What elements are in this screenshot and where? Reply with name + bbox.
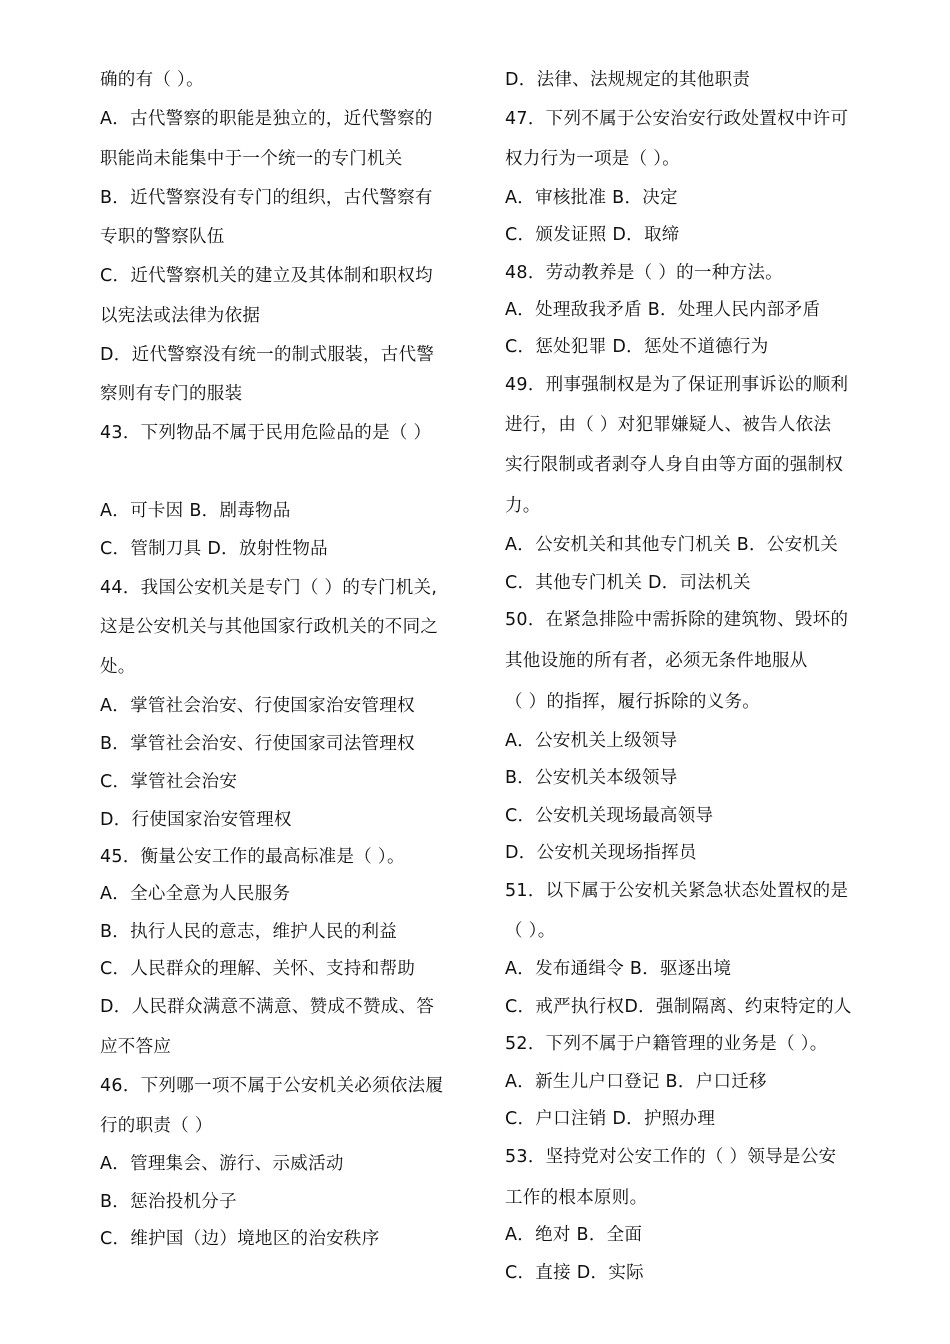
text-line: A．处理敌我矛盾 B．处理人民内部矛盾 [505, 300, 821, 320]
text-line: D．公安机关现场指挥员 [505, 843, 697, 863]
text-line: A．公安机关上级领导 [505, 731, 678, 751]
text-line: A．全心全意为人民服务 [100, 884, 291, 904]
text-line: D．人民群众满意不满意、赞成不赞成、答 [100, 997, 435, 1017]
text-line: C．戒严执行权D．强制隔离、约束特定的人 [505, 997, 852, 1017]
text-line: 进行，由（ ）对犯罪嫌疑人、被告人依法 [505, 415, 832, 435]
text-line: 46．下列哪一项不属于公安机关必须依法履 [100, 1076, 444, 1096]
text-line: 48．劳动教养是（ ）的一种方法。 [505, 263, 783, 283]
text-line: 这是公安机关与其他国家行政机关的不同之 [100, 617, 439, 637]
text-line: 45．衡量公安工作的最高标准是（ ）。 [100, 847, 405, 867]
text-line: B．公安机关本级领导 [505, 768, 678, 788]
text-line: 以宪法或法律为依据 [100, 306, 261, 326]
text-line: C．颁发证照 D．取缔 [505, 225, 680, 245]
text-line: D．法律、法规规定的其他职责 [505, 70, 751, 90]
text-line: A．公安机关和其他专门机关 B．公安机关 [505, 535, 839, 555]
text-line: A．绝对 B．全面 [505, 1225, 643, 1245]
text-line: 其他设施的所有者，必须无条件地服从 [505, 651, 808, 671]
text-line: （ ）的指挥，履行拆除的义务。 [505, 692, 761, 712]
text-line: C．人民群众的理解、关怀、支持和帮助 [100, 959, 416, 979]
text-line: A．掌管社会治安、行使国家治安管理权 [100, 696, 415, 716]
text-line: B．掌管社会治安、行使国家司法管理权 [100, 734, 415, 754]
text-line: C．维护国（边）境地区的治安秩序 [100, 1229, 380, 1249]
text-line: A．管理集会、游行、示威活动 [100, 1154, 344, 1174]
text-line: A．审核批准 B．决定 [505, 188, 678, 208]
text-line: C．管制刀具 D．放射性物品 [100, 539, 328, 559]
text-line: 50．在紧急排险中需拆除的建筑物、毁坏的 [505, 610, 849, 630]
text-line: C．户口注销 D．护照办理 [505, 1109, 716, 1129]
text-line: 处。 [100, 657, 136, 677]
text-line: C．公安机关现场最高领导 [505, 806, 714, 826]
text-line: C．掌管社会治安 [100, 772, 238, 792]
text-line: 权力行为一项是（ ）。 [505, 149, 681, 169]
text-line: A．新生儿户口登记 B．户口迁移 [505, 1072, 767, 1092]
text-line: 49．刑事强制权是为了保证刑事诉讼的顺利 [505, 375, 849, 395]
text-line: 51．以下属于公安机关紧急状态处置权的是 [505, 881, 849, 901]
text-line: C．其他专门机关 D．司法机关 [505, 573, 751, 593]
text-line: 43．下列物品不属于民用危险品的是（ ） [100, 423, 432, 443]
text-line: 52．下列不属于户籍管理的业务是（ ）。 [505, 1034, 828, 1054]
text-line: A．发布通缉令 B．驱逐出境 [505, 959, 732, 979]
text-line: D．行使国家治安管理权 [100, 810, 292, 830]
text-line: C．直接 D．实际 [505, 1263, 644, 1283]
text-line: 47．下列不属于公安治安行政处置权中许可 [505, 109, 849, 129]
text-line: C．近代警察机关的建立及其体制和职权均 [100, 266, 433, 286]
text-line: B．近代警察没有专门的组织，古代警察有 [100, 188, 433, 208]
text-line: B．惩治投机分子 [100, 1192, 237, 1212]
text-line: 工作的根本原则。 [505, 1188, 648, 1208]
text-line: 察则有专门的服装 [100, 384, 243, 404]
text-line: 53．坚持党对公安工作的（ ）领导是公安 [505, 1147, 837, 1167]
text-line: C．惩处犯罪 D．惩处不道德行为 [505, 337, 769, 357]
text-line: （ ）。 [505, 921, 556, 941]
text-line: 实行限制或者剥夺人身自由等方面的强制权 [505, 455, 844, 475]
text-line: 44．我国公安机关是专门（ ）的专门机关, [100, 578, 438, 598]
text-line: 力。 [505, 496, 541, 516]
text-line: A．古代警察的职能是独立的，近代警察的 [100, 109, 433, 129]
text-line: 确的有（ ）。 [100, 70, 204, 90]
text-line: 职能尚未能集中于一个统一的专门机关 [100, 149, 403, 169]
text-line: 专职的警察队伍 [100, 227, 225, 247]
text-line: 应不答应 [100, 1037, 172, 1057]
text-line: A．可卡因 B．剧毒物品 [100, 501, 291, 521]
text-line: D．近代警察没有统一的制式服装，古代警 [100, 345, 435, 365]
text-line: 行的职责（ ） [100, 1116, 213, 1136]
text-line: B．执行人民的意志，维护人民的利益 [100, 922, 398, 942]
